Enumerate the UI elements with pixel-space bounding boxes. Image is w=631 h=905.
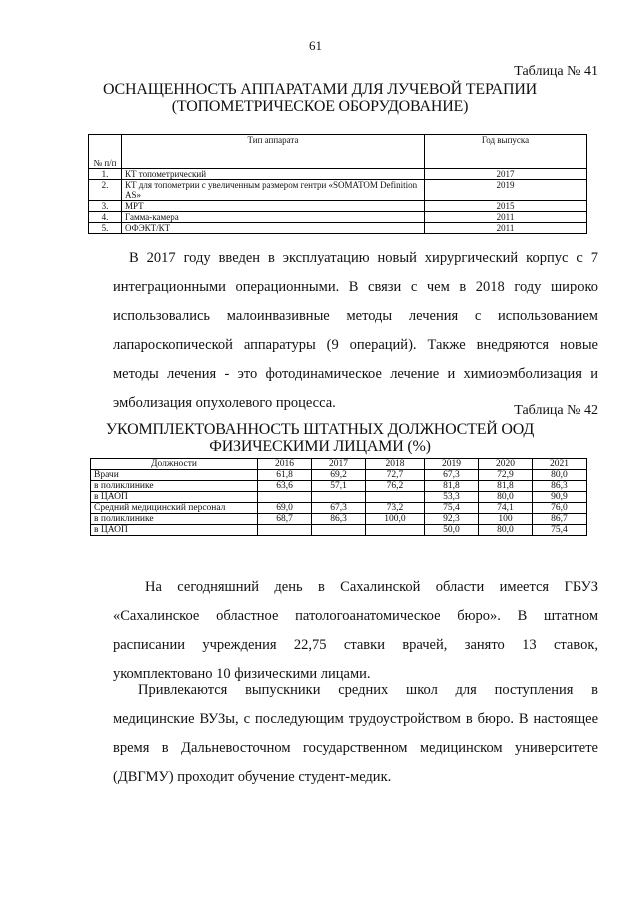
table-41-caption: Таблица № 41 [514,64,598,79]
cell-position: Врачи [91,470,258,481]
cell-value: 67,3 [312,503,366,514]
table-row [91,481,587,492]
cell-value: 50,0 [424,525,478,536]
cell-position: в ЦАОП [91,525,258,536]
header-year: Год выпуска [425,135,587,169]
cell-year: 2015 [425,201,587,212]
cell-value: 72,7 [366,470,425,481]
cell-num: 5. [89,223,122,234]
table-row [89,212,587,223]
paragraph-1-text: В 2017 году введен в эксплуатацию новый хирургический корпус с 7 интеграционными операционными. В связи с чем в 2018 году широко использовались малоинвазивные методы лечения с использованием лапароскопической аппаратуры (9 операций). Также внедряются новые методы лечения - это фотодинамическое лечение и химиоэмболизация и эмболизация опухолевого процесса. [113,250,598,411]
equipment-table-header [89,135,587,169]
header-year: 2017 [312,459,366,470]
cell-year: 2011 [425,223,587,234]
cell-type: ОФЭКТ/КТ [122,223,425,234]
page-number: 61 [309,38,322,53]
table-row [89,201,587,212]
header-year: 2018 [366,459,425,470]
header-year: 2019 [424,459,478,470]
paragraph-3 [113,676,598,792]
cell-value: 75,4 [532,525,586,536]
header-year: 2020 [478,459,532,470]
paragraph-3-text: Привлекаются выпускники средних школ для поступления в медицинские ВУЗы, с последующим трудоустройством в бюро. В настоящее время в Дальневосточном государственном медицинском университете (ДВГМУ) проходит обучение студент-медик. [113,682,598,785]
cell-value [258,525,312,536]
table-42-caption: Таблица № 42 [514,403,598,418]
cell-num: 2. [89,180,122,201]
cell-value: 76,0 [532,503,586,514]
table-42-title-line-2: ФИЗИЧЕСКИМИ ЛИЦАМИ (%) [209,438,431,455]
cell-value: 80,0 [478,525,532,536]
table-row [89,180,587,201]
equipment-table [88,134,587,234]
table-row [91,514,587,525]
cell-value: 61,8 [258,470,312,481]
cell-value: 80,0 [532,470,586,481]
header-position: Должности [91,459,258,470]
table-row [91,492,587,503]
cell-value: 57,1 [312,481,366,492]
cell-value [258,492,312,503]
cell-value: 74,1 [478,503,532,514]
cell-value: 69,0 [258,503,312,514]
header-num: № п/п [89,135,122,169]
cell-value [312,525,366,536]
paragraph-2 [113,573,598,689]
cell-type: КТ для топометрии с увеличенным размером гентри «SOMATOM Definition AS» [122,180,425,201]
cell-type: МРТ [122,201,425,212]
cell-value: 73,2 [366,503,425,514]
staffing-table-header [91,459,587,470]
cell-num: 1. [89,169,122,180]
cell-value: 90,9 [532,492,586,503]
cell-value: 76,2 [366,481,425,492]
table-42-title [60,421,580,455]
cell-value: 68,7 [258,514,312,525]
table-41-title [60,81,580,115]
cell-num: 4. [89,212,122,223]
cell-value [366,525,425,536]
header-year: 2016 [258,459,312,470]
cell-position: Средний медицинский персонал [91,503,258,514]
cell-value: 63,6 [258,481,312,492]
header-type: Тип аппарата [122,135,425,169]
cell-value: 86,3 [532,481,586,492]
header-year: 2021 [532,459,586,470]
cell-value [366,492,425,503]
cell-value: 86,7 [532,514,586,525]
table-row [91,525,587,536]
table-41-title-line-1: ОСНАЩЕННОСТЬ АППАРАТАМИ ДЛЯ ЛУЧЕВОЙ ТЕРАПИИ [102,81,538,98]
table-row [89,169,587,180]
staffing-table [90,458,587,536]
cell-num: 3. [89,201,122,212]
cell-value: 72,9 [478,470,532,481]
table-row [91,470,587,481]
table-row [91,503,587,514]
cell-value: 81,8 [478,481,532,492]
cell-value: 69,2 [312,470,366,481]
table-row [89,223,587,234]
cell-year: 2017 [425,169,587,180]
cell-value: 81,8 [424,481,478,492]
cell-position: в ЦАОП [91,492,258,503]
cell-year: 2011 [425,212,587,223]
cell-type: Гамма-камера [122,212,425,223]
paragraph-2-text: На сегодняшний день в Сахалинской области имеется ГБУЗ «Сахалинское областное патологоанатомическое бюро». В штатном расписании учреждения 22,75 ставки врачей, занято 13 ставок, укомплектовано 10 физическими лицами. [113,579,598,682]
cell-value [312,492,366,503]
cell-value: 100 [478,514,532,525]
cell-value: 92,3 [424,514,478,525]
table-42-title-line-1: УКОМПЛЕКТОВАННОСТЬ ШТАТНЫХ ДОЛЖНОСТЕЙ ООД [105,421,535,438]
cell-value: 67,3 [424,470,478,481]
cell-value: 100,0 [366,514,425,525]
cell-position: в поликлинике [91,514,258,525]
cell-value: 86,3 [312,514,366,525]
paragraph-1 [113,244,598,418]
table-41-title-line-2: (ТОПОМЕТРИЧЕСКОЕ ОБОРУДОВАНИЕ) [171,98,469,115]
cell-value: 75,4 [424,503,478,514]
cell-value: 53,3 [424,492,478,503]
cell-position: в поликлинике [91,481,258,492]
cell-value: 80,0 [478,492,532,503]
cell-type: КТ топометрический [122,169,425,180]
cell-year: 2019 [425,180,587,201]
